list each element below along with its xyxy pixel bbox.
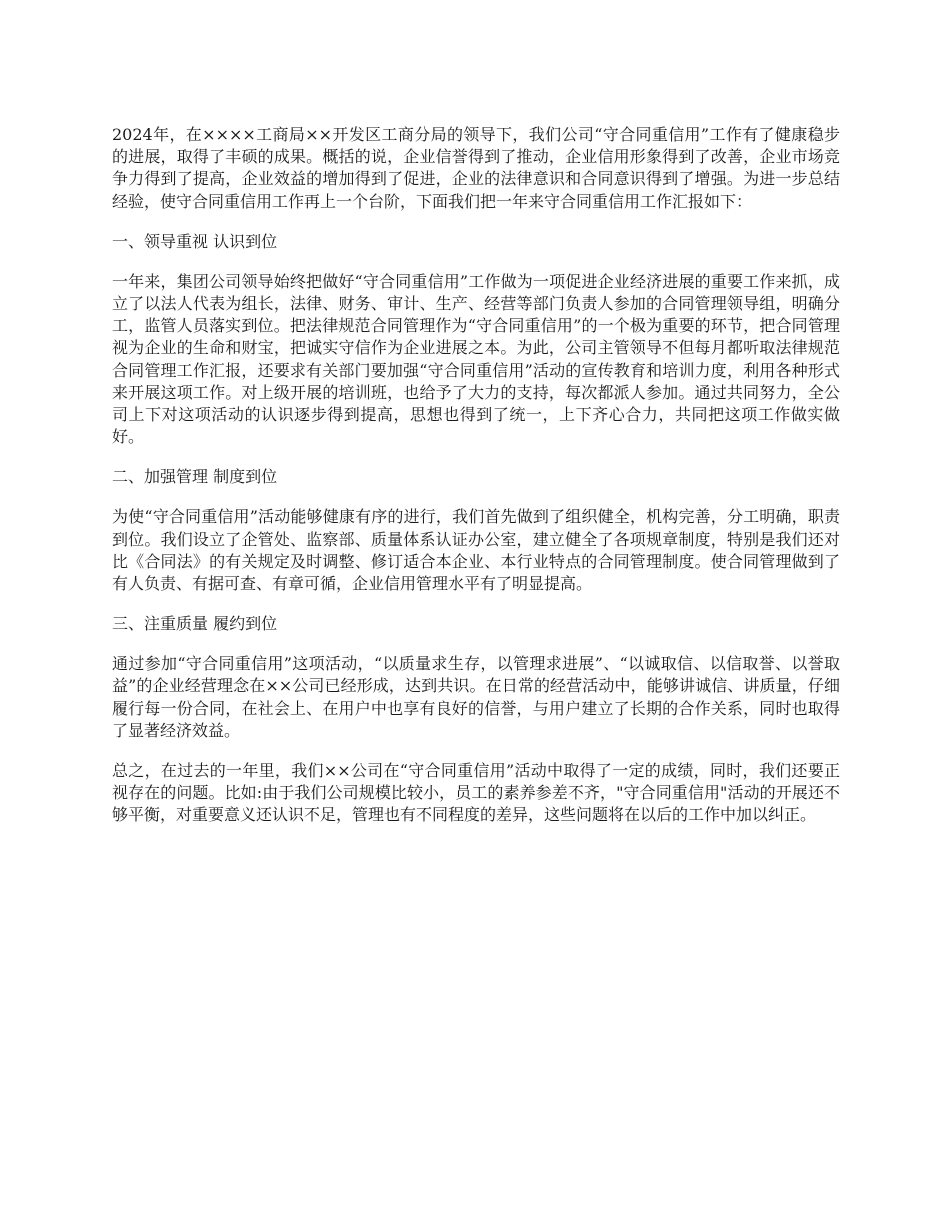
section-heading-1: 一、领导重视 认识到位 — [112, 231, 278, 251]
section-body-1: 一年来，集团公司领导始终把做好“守合同重信用”工作做为一项促进企业经济进展的重要工作来抓，成立了以法人代表为组长，法律、财务、审计、生产、经营等部门负责人参加的合同管理领导组，明确分工，监管人员落实到位。把法律规范合同管理作为“守合同重信用”的一个极为重要的环节，把合同管理视为企业的生命和财宝，把诚实守信作为企业进展之本。为此，公司主管领导不但每月都听取法律规范合同管理工作汇报，还要求有关部门要加强“守合同重信用”活动的宣传教育和培训力度，利用各种形式来开展这项工作。对上级开展的培训班，也给予了大力的支持，每次都派人参加。通过共同努力，全公司上下对这项活动的认识逐步得到提高，思想也得到了统一，上下齐心合力，共同把这项工作做实做好。 — [112, 271, 840, 447]
section-heading-2: 二、加强管理 制度到位 — [112, 467, 278, 487]
intro-paragraph: 2024年，在××××工商局××开发区工商分局的领导下，我们公司“守合同重信用”工作有了健康稳步的进展，取得了丰硕的成果。概括的说，企业信誉得到了推动，企业信用形象得到了改善，企业市场竞争力得到了提高，企业效益的增加得到了促进，企业的法律意识和合同意识得到了增强。为进一步总结经验，使守合同重信用工作再上一个台阶，下面我们把一年来守合同重信用工作汇报如下： — [112, 125, 840, 211]
conclusion-paragraph: 总之，在过去的一年里，我们××公司在“守合同重信用”活动中取得了一定的成绩，同时，我们还要正视存在的问题。比如:由于我们公司规模比较小，员工的素养参差不齐，"守合同重信用"活动的开展还不够平衡，对重要意义还认识不足，管理也有不同程度的差异，这些问题将在以后的工作中加以纠正。 — [112, 761, 840, 825]
section-heading-3: 三、注重质量 履约到位 — [112, 614, 278, 634]
section-body-3: 通过参加“守合同重信用”这项活动，“以质量求生存，以管理求进展”、“以诚取信、以信取誉、以誉取益”的企业经营理念在××公司已经形成，达到共识。在日常的经营活动中，能够讲诚信、讲质量，仔细履行每一份合同，在社会上、在用户中也享有良好的信誉，与用户建立了长期的合作关系，同时也取得了显著经济效益。 — [112, 654, 840, 740]
section-body-2: 为使“守合同重信用”活动能够健康有序的进行，我们首先做到了组织健全，机构完善，分工明确，职责到位。我们设立了企管处、监察部、质量体系认证办公室，建立健全了各项规章制度，特别是我们还对比《合同法》的有关规定及时调整、修订适合本企业、本行业特点的合同管理制度。使合同管理做到了有人负责、有据可查、有章可循，企业信用管理水平有了明显提高。 — [112, 507, 840, 594]
document-page — [112, 124, 840, 845]
